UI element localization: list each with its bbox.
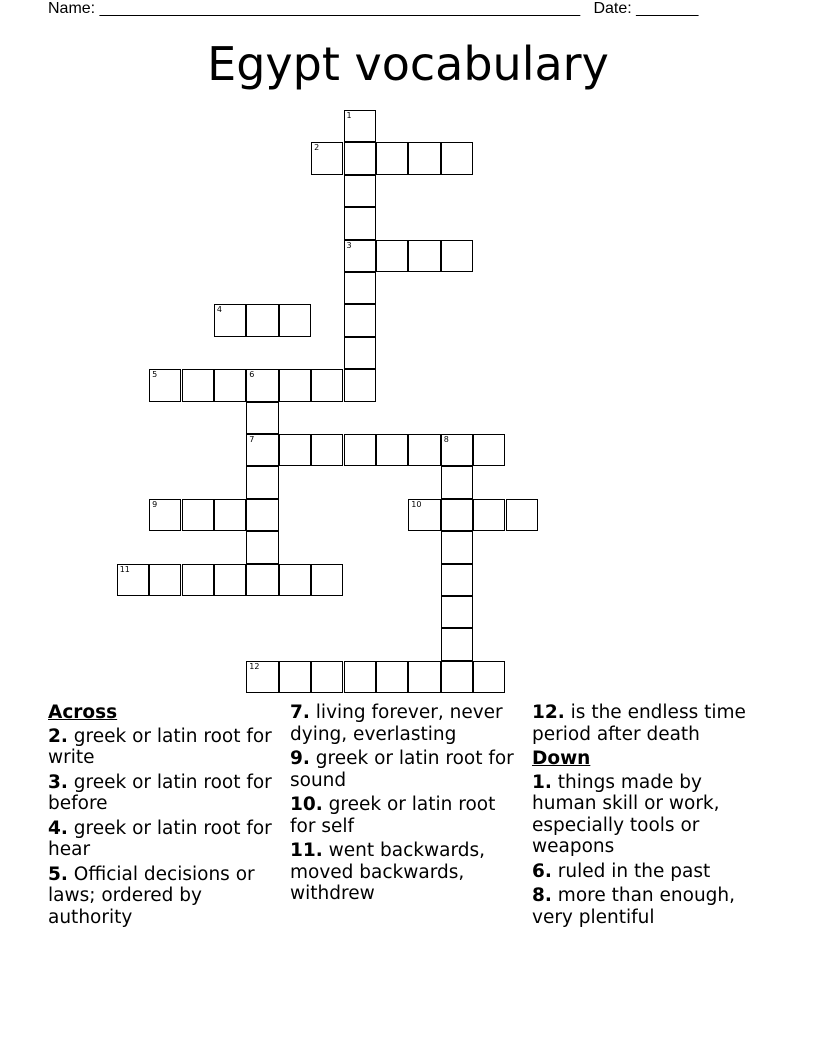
crossword-cell[interactable] <box>344 661 376 693</box>
clue-column-1 <box>48 702 280 931</box>
crossword-cell[interactable] <box>149 564 181 596</box>
clue-text: things made by human skill or work, especially tools or weapons <box>532 771 720 857</box>
crossword-cell[interactable] <box>441 466 473 498</box>
cell-number: 12 <box>249 661 260 671</box>
crossword-cell[interactable] <box>376 142 408 174</box>
crossword-cell[interactable] <box>182 564 214 596</box>
crossword-cell[interactable] <box>506 499 538 531</box>
page-title: Egypt vocabulary <box>207 37 609 91</box>
name-blank[interactable]: ______________________________________________________ <box>99 0 581 17</box>
clue-across-4 <box>48 818 280 861</box>
crossword-cell[interactable] <box>473 434 505 466</box>
crossword-cell[interactable] <box>311 434 343 466</box>
clue-across-12 <box>532 702 772 745</box>
crossword-cell[interactable] <box>311 564 343 596</box>
crossword-cell[interactable] <box>376 240 408 272</box>
clue-down-8 <box>532 885 772 928</box>
crossword-cell[interactable] <box>246 369 278 401</box>
crossword-cell[interactable] <box>246 434 278 466</box>
crossword-cell[interactable] <box>344 272 376 304</box>
crossword-cell[interactable] <box>279 304 311 336</box>
crossword-cell[interactable] <box>214 499 246 531</box>
crossword-cell[interactable] <box>246 499 278 531</box>
crossword-cell[interactable] <box>279 564 311 596</box>
crossword-cell[interactable] <box>311 142 343 174</box>
crossword-cell[interactable] <box>441 596 473 628</box>
date-blank[interactable]: _______ <box>636 0 699 17</box>
crossword-cell[interactable] <box>214 564 246 596</box>
crossword-cell[interactable] <box>246 304 278 336</box>
clue-text: more than enough, very plentiful <box>532 885 736 928</box>
cell-number: 1 <box>346 111 352 120</box>
clue-number: 12. <box>532 702 565 723</box>
crossword-cell[interactable] <box>214 304 246 336</box>
crossword-cell[interactable] <box>344 304 376 336</box>
clue-text: ruled in the past <box>557 860 711 882</box>
cell-number: 10 <box>411 499 422 509</box>
clue-across-7 <box>290 702 522 745</box>
crossword-cell[interactable] <box>344 175 376 207</box>
crossword-cell[interactable] <box>214 369 246 401</box>
clue-number: 10. <box>290 794 323 815</box>
crossword-cell[interactable] <box>441 434 473 466</box>
cell-number: 6 <box>249 370 255 380</box>
clue-text: greek or latin root for write <box>48 725 272 768</box>
cell-number: 2 <box>314 143 320 153</box>
crossword-cell[interactable] <box>441 628 473 660</box>
crossword-cell[interactable] <box>473 661 505 693</box>
clue-text: greek or latin root for sound <box>290 748 514 791</box>
clue-text: greek or latin root for hear <box>48 817 272 860</box>
clue-across-2 <box>48 726 280 769</box>
crossword-cell[interactable] <box>441 531 473 563</box>
crossword-cell[interactable] <box>473 499 505 531</box>
clue-text: Official decisions or laws; ordered by authority <box>48 863 255 928</box>
crossword-cell[interactable] <box>246 564 278 596</box>
clue-number: 8. <box>532 885 552 906</box>
crossword-cell[interactable] <box>441 240 473 272</box>
crossword-cell[interactable] <box>376 434 408 466</box>
clue-number: 6. <box>532 860 552 882</box>
clue-column-2 <box>290 702 522 908</box>
clue-across-11 <box>290 840 522 905</box>
clue-text: is the endless time period after death <box>532 702 746 745</box>
crossword-cell[interactable] <box>408 434 440 466</box>
crossword-cell[interactable] <box>246 531 278 563</box>
crossword-cell[interactable] <box>182 499 214 531</box>
crossword-cell[interactable] <box>344 434 376 466</box>
crossword-cell[interactable] <box>344 207 376 239</box>
crossword-cell[interactable] <box>246 402 278 434</box>
cell-number: 8 <box>443 435 449 444</box>
cell-number: 4 <box>216 305 222 315</box>
clue-number: 7. <box>290 702 310 723</box>
crossword-cell[interactable] <box>246 661 278 693</box>
crossword-cell[interactable] <box>279 434 311 466</box>
crossword-cell[interactable] <box>149 499 181 531</box>
clue-text: went backwards, moved backwards, withdrew <box>290 840 486 904</box>
cell-number: 11 <box>119 564 130 574</box>
crossword-cell[interactable] <box>311 661 343 693</box>
cell-number: 5 <box>152 370 158 380</box>
date-label: Date: <box>593 0 632 17</box>
crossword-cell[interactable] <box>279 369 311 401</box>
crossword-cell[interactable] <box>149 369 181 401</box>
crossword-cell[interactable] <box>408 661 440 693</box>
clue-number: 5. <box>48 863 68 885</box>
clue-number: 11. <box>290 840 323 861</box>
crossword-cell[interactable] <box>408 499 440 531</box>
down-heading: Down <box>532 748 591 769</box>
crossword-cell[interactable] <box>344 240 376 272</box>
clue-across-10 <box>290 794 522 837</box>
clue-column-3 <box>532 702 772 931</box>
clue-across-5 <box>48 864 280 929</box>
clue-down-6 <box>532 861 772 883</box>
crossword-cell[interactable] <box>344 369 376 401</box>
crossword-cell[interactable] <box>441 499 473 531</box>
crossword-cell[interactable] <box>376 661 408 693</box>
clue-text: greek or latin root for self <box>290 794 496 837</box>
clue-number: 9. <box>290 748 310 769</box>
clue-down-1 <box>532 772 772 858</box>
crossword-cell[interactable] <box>441 142 473 174</box>
cell-number: 7 <box>249 435 255 444</box>
crossword-cell[interactable] <box>344 142 376 174</box>
crossword-cell[interactable] <box>246 466 278 498</box>
crossword-cell[interactable] <box>182 369 214 401</box>
name-label: Name: <box>48 0 96 17</box>
clue-number: 2. <box>48 725 68 747</box>
across-heading: Across <box>48 702 118 723</box>
clue-number: 3. <box>48 771 68 793</box>
clue-number: 1. <box>532 771 552 793</box>
clue-across-9 <box>290 748 522 791</box>
crossword-cell[interactable] <box>344 110 376 142</box>
crossword-cell[interactable] <box>441 564 473 596</box>
crossword-cell[interactable] <box>117 564 149 596</box>
clue-across-3 <box>48 772 280 815</box>
clue-text: living forever, never dying, everlasting <box>290 702 503 745</box>
crossword-cell[interactable] <box>344 337 376 369</box>
crossword-cell[interactable] <box>408 240 440 272</box>
clue-text: greek or latin root for before <box>48 771 272 814</box>
clue-number: 4. <box>48 817 68 839</box>
crossword-cell[interactable] <box>408 142 440 174</box>
crossword-cell[interactable] <box>441 661 473 693</box>
cell-number: 9 <box>152 499 158 509</box>
crossword-cell[interactable] <box>311 369 343 401</box>
cell-number: 3 <box>346 240 352 250</box>
crossword-cell[interactable] <box>279 661 311 693</box>
